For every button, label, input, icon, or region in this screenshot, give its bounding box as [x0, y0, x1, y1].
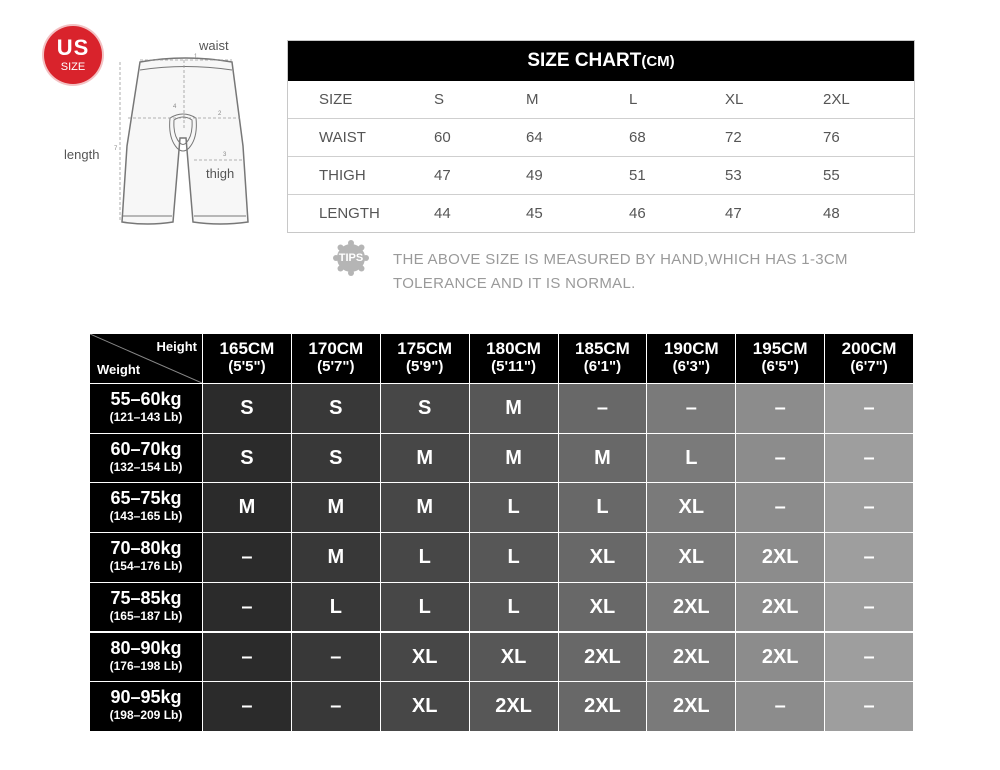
thigh-label: thigh: [206, 166, 235, 181]
size-cell: –: [292, 682, 380, 731]
height-cm: 185CM: [575, 339, 630, 358]
height-ft: (6'5"): [761, 358, 799, 375]
size-cell: S: [203, 384, 291, 433]
height-cm: 200CM: [841, 339, 897, 358]
row-label: WAIST: [319, 129, 366, 146]
height-cm: 165CM: [219, 339, 275, 358]
table-cell: 49: [526, 167, 543, 184]
size-chart-table: [287, 40, 915, 233]
size-cell: 2XL: [736, 533, 824, 582]
tips-line-1: THE ABOVE SIZE IS MEASURED BY HAND,WHICH HAS 1-3CM: [393, 251, 848, 268]
size-cell: XL: [647, 533, 735, 582]
size-cell: –: [203, 533, 291, 582]
shorts-outline-icon: [60, 30, 290, 240]
size-cell: –: [292, 633, 380, 682]
height-ft: (6'1"): [583, 358, 622, 375]
size-cell: –: [647, 384, 735, 433]
size-chart-title-text: SIZE CHART: [527, 50, 642, 71]
height-column-header: [647, 334, 735, 383]
height-column-header: [825, 334, 913, 383]
table-cell: 55: [823, 167, 840, 184]
size-cell: –: [203, 682, 291, 731]
size-cell: M: [203, 483, 291, 532]
height-column-header: [736, 334, 824, 383]
height-column-header: [559, 334, 647, 383]
size-cell: M: [381, 434, 469, 483]
tips-note: [393, 248, 913, 296]
weight-lb: (143–165 Lb): [109, 509, 183, 524]
weight-kg: 80–90kg: [110, 637, 182, 658]
weight-kg: 90–95kg: [110, 687, 182, 708]
size-cell: L: [470, 483, 558, 532]
weight-lb: (154–176 Lb): [109, 559, 183, 574]
row-label: THIGH: [319, 167, 366, 184]
size-cell: L: [647, 434, 735, 483]
size-cell: –: [736, 434, 824, 483]
header-2xl: 2XL: [823, 91, 850, 108]
table-cell: 68: [629, 129, 646, 146]
size-cell: 2XL: [647, 633, 735, 682]
size-cell: 2XL: [559, 682, 647, 731]
height-weight-size-grid: [90, 334, 913, 731]
size-cell: 2XL: [736, 633, 824, 682]
size-cell: –: [736, 384, 824, 433]
size-chart-row-waist: [288, 119, 914, 157]
size-cell: L: [559, 483, 647, 532]
size-cell: XL: [381, 682, 469, 731]
tips-icon-label: TIPS: [338, 252, 364, 264]
size-cell: –: [825, 434, 913, 483]
badge-label: SIZE: [60, 61, 86, 73]
header-m: M: [526, 91, 539, 108]
size-cell: L: [470, 583, 558, 632]
weight-kg: 60–70kg: [110, 438, 182, 459]
size-cell: L: [470, 533, 558, 582]
waist-label: waist: [199, 38, 229, 53]
height-column-header: [470, 334, 558, 383]
weight-kg: 70–80kg: [110, 538, 182, 559]
size-chart-title: [288, 41, 914, 81]
size-cell: M: [470, 384, 558, 433]
svg-text:4: 4: [173, 104, 177, 110]
shorts-diagram: [60, 30, 290, 240]
size-cell: M: [470, 434, 558, 483]
size-cell: –: [203, 583, 291, 632]
height-column-header: [292, 334, 380, 383]
size-chart-row-length: [288, 195, 914, 232]
table-cell: 72: [725, 129, 742, 146]
size-cell: –: [825, 533, 913, 582]
size-cell: XL: [559, 583, 647, 632]
size-cell: XL: [470, 633, 558, 682]
table-cell: 46: [629, 205, 646, 222]
table-cell: 44: [434, 205, 451, 222]
weight-row-header: [90, 633, 202, 682]
table-cell: 48: [823, 205, 840, 222]
height-cm: 180CM: [486, 339, 541, 358]
weight-lb: (165–187 Lb): [109, 608, 183, 623]
tips-icon: [331, 238, 371, 278]
weight-axis-label: Weight: [97, 362, 141, 377]
size-chart-header-row: [288, 81, 914, 119]
size-cell: M: [381, 483, 469, 532]
row-label: LENGTH: [319, 205, 380, 222]
height-cm: 170CM: [308, 339, 364, 358]
weight-lb: (132–154 Lb): [109, 459, 183, 474]
tips-line-2: TOLERANCE AND IT IS NORMAL.: [393, 275, 636, 292]
height-column-header: [381, 334, 469, 383]
size-cell: L: [381, 533, 469, 582]
size-cell: –: [825, 583, 913, 632]
size-cell: –: [736, 483, 824, 532]
size-cell: 2XL: [559, 633, 647, 682]
weight-row-header: [90, 533, 202, 582]
height-ft: (5'11"): [491, 358, 536, 375]
size-cell: M: [292, 483, 380, 532]
header-l: L: [629, 91, 638, 108]
size-cell: L: [292, 583, 380, 632]
length-label: length: [64, 147, 100, 162]
grid-corner-header: [90, 334, 202, 383]
weight-kg: 55–60kg: [110, 389, 182, 409]
height-cm: 175CM: [397, 339, 453, 358]
size-cell: –: [825, 633, 913, 682]
height-axis-label: Height: [156, 339, 197, 354]
size-cell: 2XL: [470, 682, 558, 731]
svg-text:3: 3: [223, 152, 227, 158]
size-cell: –: [825, 384, 913, 433]
size-chart-row-thigh: [288, 157, 914, 195]
size-cell: –: [559, 384, 647, 433]
height-column-header: [203, 334, 291, 383]
size-cell: M: [559, 434, 647, 483]
size-cell: S: [292, 384, 380, 433]
weight-lb: (198–209 Lb): [109, 708, 183, 723]
height-ft: (5'7"): [317, 358, 355, 375]
weight-lb: (121–143 Lb): [109, 410, 183, 424]
size-cell: S: [381, 384, 469, 433]
size-chart-unit: (CM): [641, 53, 675, 70]
weight-row-header: [90, 434, 202, 483]
table-cell: 53: [725, 167, 742, 184]
size-cell: –: [825, 483, 913, 532]
height-ft: (6'7"): [850, 358, 888, 375]
svg-text:7: 7: [114, 146, 118, 152]
size-cell: 2XL: [647, 682, 735, 731]
header-xl: XL: [725, 91, 744, 108]
size-cell: XL: [559, 533, 647, 582]
height-cm: 190CM: [663, 339, 719, 358]
header-size: SIZE: [319, 91, 353, 108]
size-cell: –: [825, 682, 913, 731]
size-cell: S: [203, 434, 291, 483]
size-cell: L: [381, 583, 469, 632]
size-cell: XL: [647, 483, 735, 532]
badge-country: US: [56, 35, 90, 60]
table-cell: 64: [526, 129, 543, 146]
svg-text:1: 1: [194, 54, 198, 60]
weight-kg: 75–85kg: [110, 587, 182, 608]
table-cell: 76: [823, 129, 840, 146]
svg-text:2: 2: [218, 111, 222, 117]
size-cell: XL: [381, 633, 469, 682]
table-cell: 45: [526, 205, 543, 222]
weight-row-header: [90, 483, 202, 532]
table-cell: 60: [434, 129, 451, 146]
height-ft: (6'3"): [672, 358, 710, 375]
table-cell: 47: [725, 205, 742, 222]
size-cell: –: [203, 633, 291, 682]
size-cell: 2XL: [736, 583, 824, 632]
table-cell: 51: [629, 167, 646, 184]
size-cell: S: [292, 434, 380, 483]
weight-row-header: [90, 682, 202, 731]
table-cell: 47: [434, 167, 451, 184]
header-s: S: [434, 91, 445, 108]
size-cell: M: [292, 533, 380, 582]
size-cell: –: [736, 682, 824, 731]
height-ft: (5'5"): [228, 358, 266, 375]
weight-lb: (176–198 Lb): [109, 658, 183, 673]
height-ft: (5'9"): [406, 358, 444, 375]
height-cm: 195CM: [752, 339, 808, 358]
weight-row-header: [90, 583, 202, 632]
weight-kg: 65–75kg: [110, 488, 182, 509]
weight-row-header: [90, 384, 202, 433]
size-cell: 2XL: [647, 583, 735, 632]
